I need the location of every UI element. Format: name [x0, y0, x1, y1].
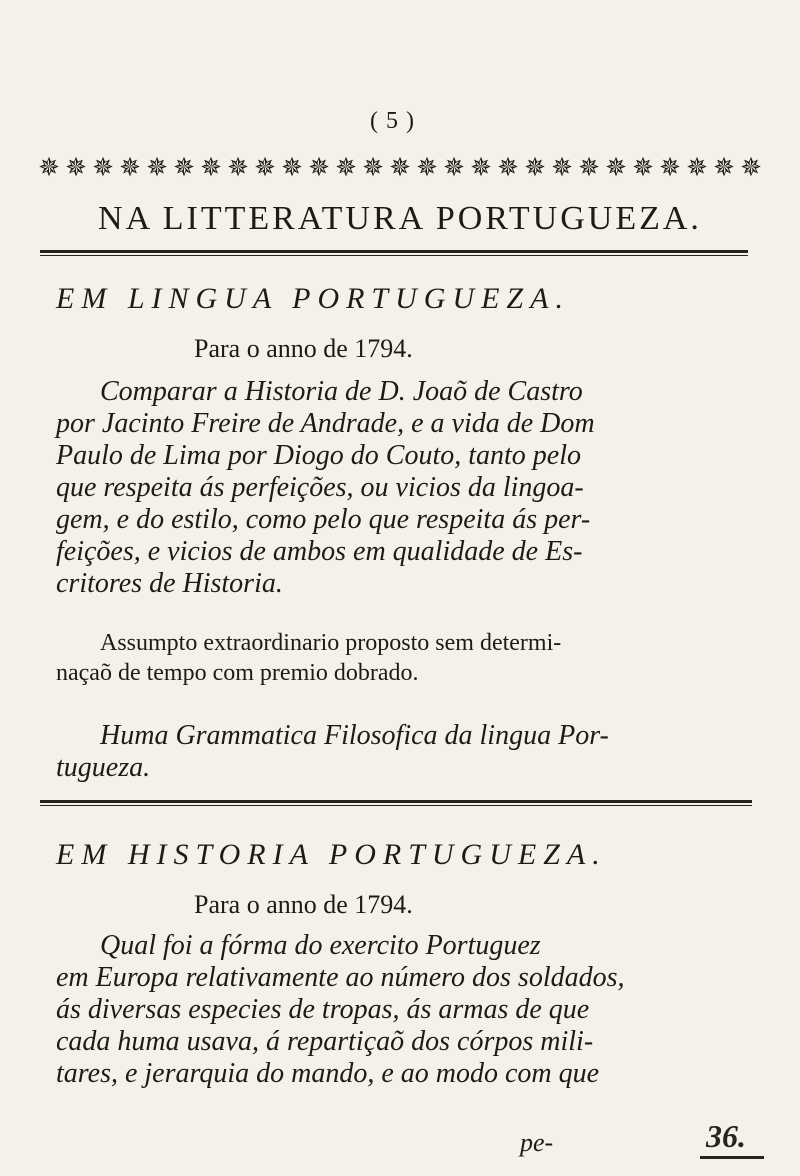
text-line: tares, e jerarquia do mando, e ao modo com que	[56, 1058, 600, 1089]
text-line: em Europa relativamente ao número dos soldados,	[56, 962, 625, 993]
text-line: gem, e do estilo, como pelo que respeita ás per-	[56, 504, 591, 535]
grammar-topic	[56, 720, 750, 784]
text-line: por Jacinto Freire de Andrade, e a vida de Dom	[56, 408, 595, 439]
text-line: cada huma usava, á repartiçaõ dos córpos mili-	[56, 1026, 594, 1057]
ornament-star-icon: ✵	[362, 153, 384, 183]
text-line: tugueza.	[56, 752, 151, 783]
text-line: Qual foi a fórma do exercito Portuguez	[100, 930, 541, 961]
ornament-star-icon: ✵	[389, 153, 411, 183]
ornament-star-icon: ✵	[578, 153, 600, 183]
ornament-star-icon: ✵	[443, 153, 465, 183]
ornament-star-icon: ✵	[416, 153, 438, 183]
main-heading: NA LITTERATURA PORTUGUEZA.	[98, 200, 702, 237]
ornament-star-icon: ✵	[308, 153, 330, 183]
ornament-star-icon: ✵	[146, 153, 168, 183]
essay-topic-historia	[56, 930, 750, 1090]
text-line: que respeita ás perfeições, ou vicios da lingoa-	[56, 472, 584, 503]
catchword: pe-	[520, 1128, 554, 1157]
ornament-star-icon: ✵	[740, 153, 762, 183]
ornament-star-icon: ✵	[281, 153, 303, 183]
ornament-star-icon: ✵	[713, 153, 735, 183]
heading-rule-thin	[40, 255, 748, 256]
text-line: ás diversas especies de tropas, ás armas de que	[56, 994, 590, 1025]
heading-rule	[40, 250, 748, 253]
ornament-star-icon: ✵	[65, 153, 87, 183]
text-line: Comparar a Historia de D. Joaõ de Castro	[100, 376, 583, 407]
ornament-star-icon: ✵	[497, 153, 519, 183]
prize-note	[56, 628, 750, 688]
ornament-star-icon: ✵	[551, 153, 573, 183]
section-year-lingua: Para o anno de 1794.	[194, 334, 413, 363]
ornament-star-icon: ✵	[470, 153, 492, 183]
text-line: feições, e vicios de ambos em qualidade de Es-	[56, 536, 583, 567]
text-line: Huma Grammatica Filosofica da lingua Por-	[100, 720, 609, 751]
ornament-star-icon: ✵	[335, 153, 357, 183]
ornament-star-icon: ✵	[254, 153, 276, 183]
ornament-star-icon: ✵	[227, 153, 249, 183]
section-heading-historia: EM HISTORIA PORTUGUEZA.	[56, 838, 607, 871]
ornament-star-icon: ✵	[173, 153, 195, 183]
ornament-star-icon: ✵	[659, 153, 681, 183]
text-line: critores de Historia.	[56, 568, 283, 599]
section-year-historia: Para o anno de 1794.	[194, 890, 413, 919]
essay-topic-lingua	[56, 376, 750, 600]
section-rule-thin	[40, 805, 752, 806]
signature-mark: 36.	[706, 1118, 746, 1154]
ornament-star-icon: ✵	[92, 153, 114, 183]
ornament-star-icon: ✵	[605, 153, 627, 183]
ornament-star-icon: ✵	[119, 153, 141, 183]
page-number: ( 5 )	[370, 108, 415, 134]
ornament-band	[36, 148, 764, 188]
ornament-star-icon: ✵	[524, 153, 546, 183]
ornament-star-icon: ✵	[632, 153, 654, 183]
section-heading-lingua: EM LINGUA PORTUGUEZA.	[56, 282, 570, 315]
text-line: naçaõ de tempo com premio dobrado.	[56, 660, 419, 686]
ornament-star-icon: ✵	[686, 153, 708, 183]
section-rule	[40, 800, 752, 803]
ornament-star-icon: ✵	[38, 153, 60, 183]
text-line: Paulo de Lima por Diogo do Couto, tanto pelo	[56, 440, 581, 471]
signature-underline	[700, 1156, 764, 1159]
ornament-star-icon: ✵	[200, 153, 222, 183]
text-line: Assumpto extraordinario proposto sem determi-	[100, 630, 562, 656]
